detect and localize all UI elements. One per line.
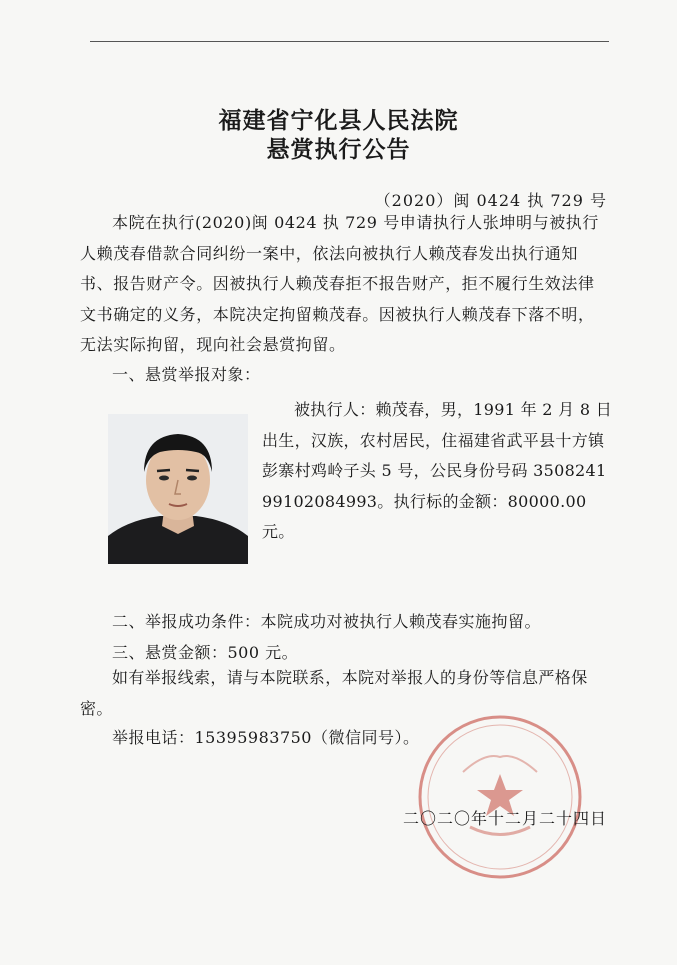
- case-number: （2020）闽 0424 执 729 号: [374, 191, 607, 210]
- suspect-photo: [108, 414, 248, 564]
- intro-paragraph: 本院在执行(2020)闽 0424 执 729 号申请执行人张坤明与被执行人赖茂春借款合同纠纷一案中，依法向被执行人赖茂春发出执行通知书、报告财产令。因被执行人赖茂春拒不报告财产，拒不履行生效法律文书确定的义务，本院决定拘留赖茂春。因被执行人赖茂春下落不明，无法实际拘留，现向社会悬赏拘留。: [80, 213, 600, 354]
- top-divider: [90, 41, 609, 42]
- contact-paragraph: 如有举报线索，请与本院联系，本院对举报人的身份等信息严格保密。: [80, 668, 588, 718]
- notice-title: 悬赏执行公告: [266, 136, 411, 163]
- person-portrait-icon: [108, 414, 248, 564]
- court-name: 福建省宁化县人民法院: [218, 107, 459, 134]
- person-description: 被执行人：赖茂春，男，1991 年 2 月 8 日出生，汉族，农村居民，住福建省武平县十方镇彭寨村鸡岭子头 5 号，公民身份号码 350824199102084993。执行标的金额：80000.00 元。: [262, 400, 613, 541]
- phone-line: 举报电话：15395983750（微信同号）。: [112, 728, 420, 747]
- notice-date: 二〇二〇年十二月二十四日: [402, 809, 607, 828]
- section1-heading: 一、悬赏举报对象：: [112, 365, 261, 384]
- court-seal-icon: [415, 712, 585, 882]
- section2-condition: 二、举报成功条件：本院成功对被执行人赖茂春实施拘留。: [112, 612, 542, 631]
- section3-reward: 三、悬赏金额：500 元。: [112, 643, 299, 662]
